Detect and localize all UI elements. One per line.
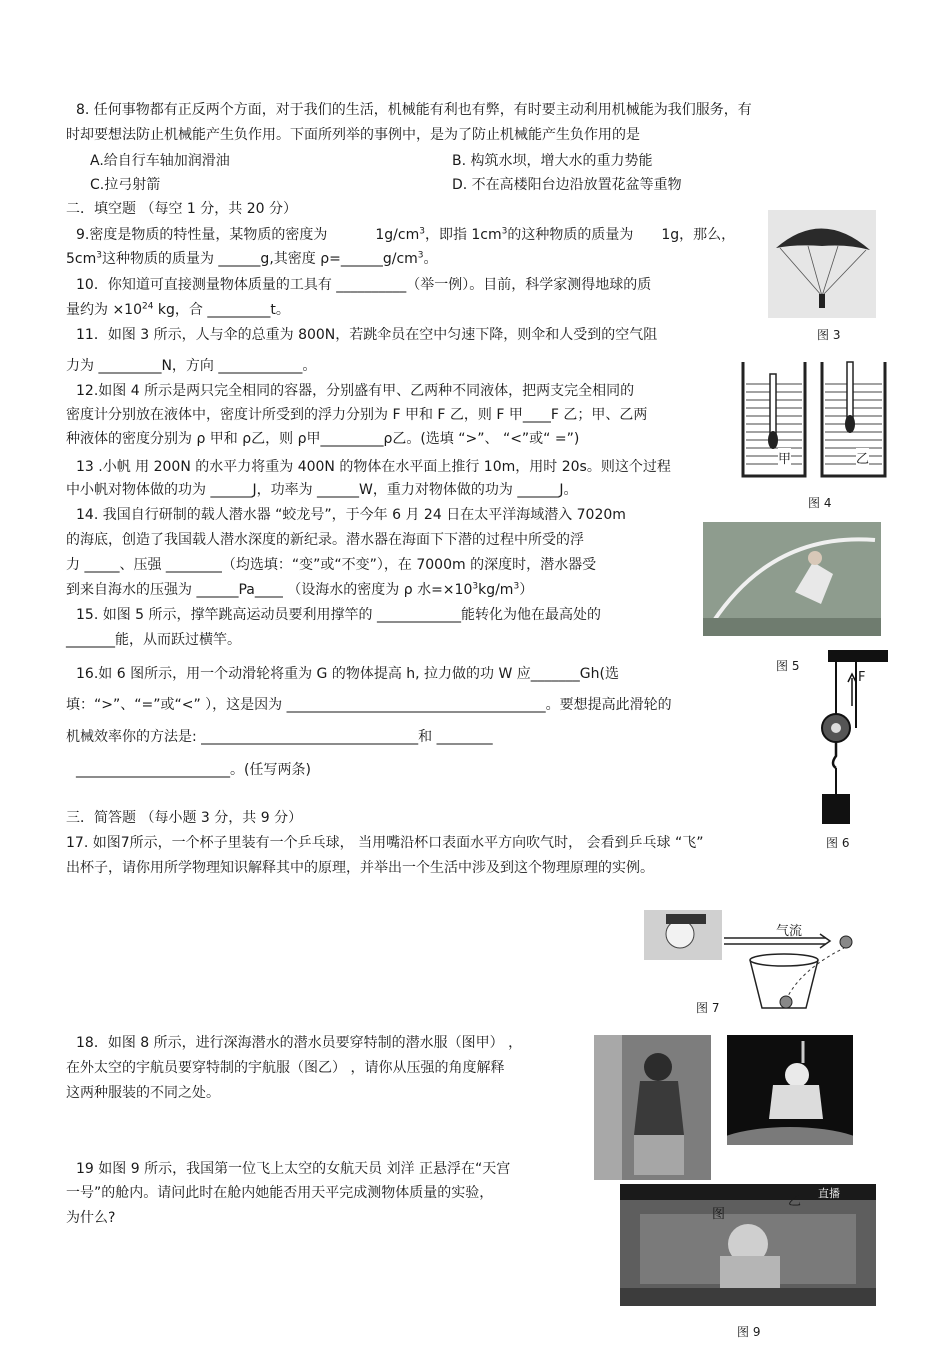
- q18-line2: 在外太空的宇航员要穿特制的宇航服（图乙） ，请你从压强的角度解释: [66, 1060, 505, 1076]
- q14-line3: 力 _____、压强 ________（均选填：“变”或“不变”），在 7000m 的深度时，潜水器受: [66, 557, 597, 573]
- q16-line2: 填：“>”、“=”或“<” ），这是因为 _____________________________________。要想提高此滑轮的: [66, 697, 672, 713]
- q8-option-d: D. 不在高楼阳台边沿放置花盆等重物: [452, 177, 682, 193]
- q14-line2: 的海底，创造了我国载人潜水深度的新纪录。潜水器在海面下下潜的过程中所受的浮: [66, 532, 584, 548]
- movable-pulley-diagram: [808, 648, 890, 826]
- q16-line1: 16.如 6 图所示，用一个动滑轮将重为 G 的物体提高 h, 拉力做的功 W 应_______Gh(选: [76, 666, 619, 682]
- q15-line1: 15. 如图 5 所示，撑竿跳高运动员要利用撑竿的 ____________能转化为他在最高处的: [76, 607, 601, 623]
- q17-line1: 17. 如图7所示，一个杯子里装有一个乒乓球， 当用嘴沿杯口表面水平方向吹气时， 会看到乒乓球 “飞”: [66, 835, 704, 851]
- figure-5-caption: 图 5: [776, 659, 800, 673]
- spacesuit-photo: [727, 1035, 853, 1145]
- q9-line1: 9.密度是物质的特性量，某物质的密度为 $1g/cm^3$，即指 $1cm^3$的这种物质的质量为 1g，那么，: [76, 226, 736, 243]
- q12-line3: 种液体的密度分别为 ρ 甲和 ρ乙，则 ρ甲_________ρ乙。(选填 “>”、 “<”或“ =”): [66, 431, 580, 447]
- q10-line2: 量约为 $\times 10^{24}$ kg，合 _________t。: [66, 301, 290, 318]
- q8-option-b: B. 构筑水坝，增大水的重力势能: [452, 153, 653, 169]
- parachute-photo: [768, 210, 876, 318]
- section-short-answer-heading: 三．简答题 （每小题 3 分，共 9 分）: [66, 810, 303, 826]
- q8-option-c: C.拉弓射箭: [90, 177, 161, 193]
- diving-suit-photo: [594, 1035, 711, 1180]
- q14-line1: 14. 我国自行研制的载人潜水器 “蛟龙号”，于今年 6 月 24 日在太平洋海域潜入 7020m: [76, 507, 626, 523]
- figure-7-caption: 图 7: [696, 1001, 720, 1015]
- q18-line1: 18．如图 8 所示，进行深海潜水的潜水员要穿特制的潜水服（图甲） ，: [76, 1035, 523, 1051]
- airflow-label: 气流: [776, 924, 803, 939]
- figure-3-caption: 图 3: [817, 328, 841, 342]
- container-jia-label: 甲: [778, 448, 791, 467]
- q14-line4: 到来自海水的压强为 ______Pa____ （设海水的密度为 ρ 水$=\times 10^3kg/m^3$）: [66, 581, 534, 598]
- q12-line1: 12.如图 4 所示是两只完全相同的容器，分别盛有甲、乙两种不同液体，把两支完全相同的: [76, 383, 635, 399]
- q15-line2: _______能，从而跃过横竿。: [66, 632, 241, 648]
- q11-line2: 力为 _________N，方向 ____________。: [66, 358, 317, 374]
- tiangong-cabin-photo: [620, 1184, 876, 1306]
- container-yi-label: 乙: [856, 448, 869, 467]
- pole-vault-photo: [703, 522, 881, 636]
- q19-line1: 19 如图 9 所示，我国第一位飞上太空的女航天员 刘洋 正悬浮在“天宫: [76, 1161, 511, 1177]
- force-f-label: F: [858, 670, 866, 685]
- q8-line2: 时却要想法防止机械能产生负作用。下面所列举的事例中，是为了防止机械能产生负作用的是: [66, 127, 640, 143]
- q9-line2: $5cm^3$这种物质的质量为 ______g,其密度 $\rho=\_\_\_\_\_\_g/cm^3$。: [66, 250, 438, 267]
- hydrometer-diagram: [740, 360, 890, 480]
- q16-line4: ______________________。(任写两条): [76, 762, 311, 778]
- figure-4-caption: 图 4: [808, 496, 832, 510]
- q12-line2: 密度计分别放在液体中，密度计所受到的浮力分别为 F 甲和 F 乙，则 F 甲____F 乙；甲、乙两: [66, 407, 648, 423]
- q19-line3: 为什么?: [66, 1210, 116, 1226]
- section-fill-blank-heading: 二．填空题 （每空 1 分，共 20 分）: [66, 201, 297, 217]
- q13-line2: 中小帆对物体做的功为 ______J，功率为 ______W，重力对物体做的功为 ______J。: [66, 482, 578, 498]
- q8-line1: 8. 任何事物都有正反两个方面，对于我们的生活，机械能有利也有弊，有时要主动利用机械能为我们服务，有: [76, 102, 752, 118]
- q11-line1: 11．如图 3 所示，人与伞的总重为 800N，若跳伞员在空中匀速下降，则伞和人受到的空气阻: [76, 327, 658, 343]
- q16-line3: 机械效率你的方法是: _______________________________和 ________: [66, 729, 493, 745]
- q13-line1: 13 .小帆 用 200N 的水平力将重为 400N 的物体在水平面上推行 10m，用时 20s。则这个过程: [76, 459, 671, 475]
- live-broadcast-label: 直播: [818, 1187, 840, 1200]
- q10-line1: 10．你知道可直接测量物体质量的工具有 __________（举一例）。目前，科学家测得地球的质: [76, 277, 652, 293]
- q18-line3: 这两种服装的不同之处。: [66, 1085, 220, 1101]
- figure-8-tu-label: 图: [712, 1207, 726, 1222]
- figure-8-yi-label: 乙: [788, 1194, 802, 1209]
- q17-line2: 出杯子，请你用所学物理知识解释其中的原理，并举出一个生活中涉及到这个物理原理的实例。: [66, 860, 654, 876]
- q8-option-a: A.给自行车轴加润滑油: [90, 153, 230, 169]
- cup-airflow-diagram: [640, 908, 860, 1018]
- figure-9-caption: 图 9: [737, 1325, 761, 1339]
- figure-6-caption: 图 6: [826, 836, 850, 850]
- q19-line2: 一号”的舱内。请问此时在舱内她能否用天平完成测物体质量的实验，: [66, 1185, 494, 1201]
